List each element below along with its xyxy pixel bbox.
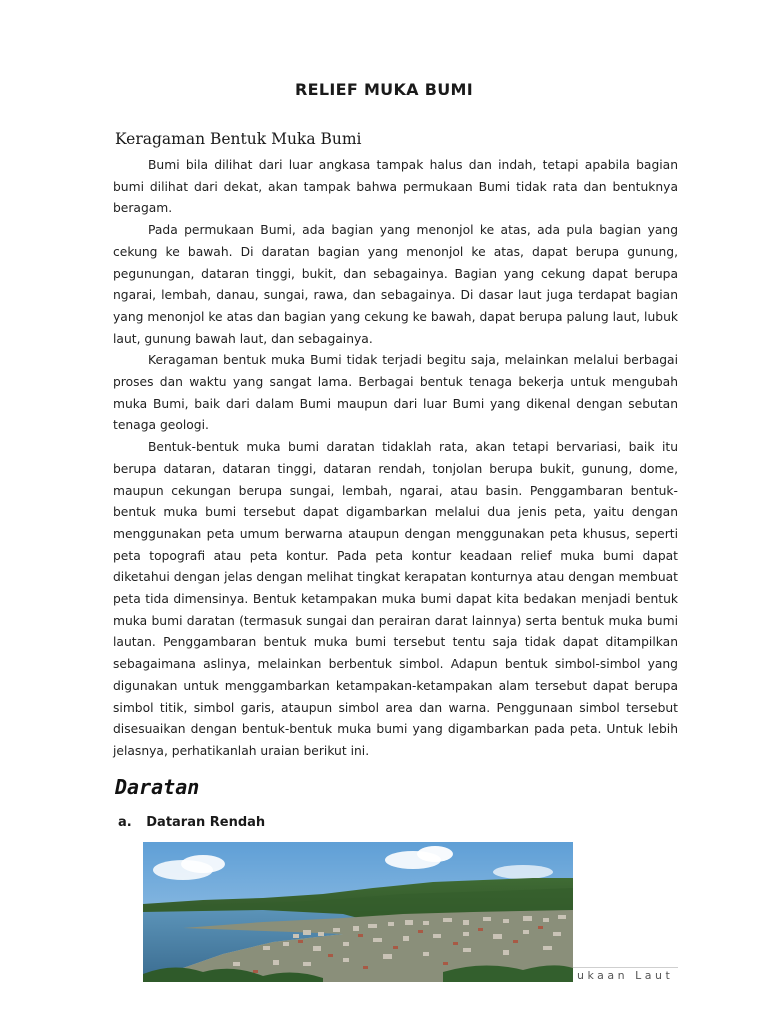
- paragraph: Pada permukaan Bumi, ada bagian yang menonjol ke atas, ada pula bagian yang cekung ke bawah. Di daratan bagian yang menonjol ke atas, dapat berupa gunung, pegunungan, dataran tinggi, bukit, dan sebagainya. Bagian yang cekung dapat berupa ngarai, lembah, danau, sungai, rawa, dan sebagainya. Di dasar laut juga terdapat bagian yang menonjol ke atas dan bagian yang cekung ke bawah, dapat berupa palung laut, lubuk laut, gunung bawah laut, dan sebagainya.: [113, 223, 678, 346]
- paragraph: Bentuk-bentuk muka bumi daratan tidaklah rata, akan tetapi bervariasi, baik itu berupa dataran, dataran tinggi, dataran rendah, tonjolan berupa bukit, gunung, dome, maupun cekungan berupa sungai, lembah, ngarai, atau basin. Penggambaran bentuk-bentuk muka bumi tersebut dapat digambarkan melalui dua jenis peta, yaitu dengan menggunakan peta umum berwarna ataupun dengan menggunakan peta khusus, seperti peta topografi atau peta kontur. Pada peta kontur keadaan relief muka bumi dapat diketahui dengan jelas dengan melihat tingkat kerapatan konturnya atau dengan membuat peta tida dimensinya. Bentuk ketampakan muka bumi dapat kita bedakan menjadi bentuk muka bumi daratan (termasuk sungai dan perairan darat lainnya) serta bentuk muka bumi lautan. Penggambaran bentuk muka bumi tersebut tentu saja tidak dapat ditampilkan sebagaimana aslinya, melainkan berbentuk simbol. Adapun bentuk simbol-simbol yang digunakan untuk menggambarkan ketampakan-ketampakan alam tersebut dapat berupa simbol titik, simbol garis, ataupun simbol area dan warna. Penggunaan simbol tersebut disesuaikan dengan bentuk-bentuk muka bumi yang digambarkan pada peta. Untuk lebih jelasnya, perhatikanlah uraian berikut ini.: [113, 440, 678, 758]
- section-heading: Keragaman Bentuk Muka Bumi: [115, 130, 362, 148]
- footer-label: ukaan Laut: [577, 969, 674, 982]
- subsection-heading: [118, 815, 265, 830]
- lowland-photo-illustration: [143, 842, 573, 982]
- subsection-label: Dataran Rendah: [146, 815, 266, 830]
- footer-divider: [573, 967, 678, 968]
- lowland-photo: [143, 842, 573, 982]
- body-text: [113, 155, 678, 763]
- paragraph: Bumi bila dilihat dari luar angkasa tampak halus dan indah, tetapi apabila bagian bumi dilihat dari dekat, akan tampak bahwa permukaan Bumi tidak rata dan bentuknya beragam.: [113, 158, 678, 216]
- page-title: RELIEF MUKA BUMI: [295, 80, 473, 99]
- paragraph: Keragaman bentuk muka Bumi tidak terjadi begitu saja, melainkan melalui berbagai proses dan waktu yang sangat lama. Berbagai bentuk tenaga bekerja untuk mengubah muka Bumi, baik dari dalam Bumi maupun dari luar Bumi yang dikenal dengan sebutan tenaga geologi.: [113, 353, 678, 433]
- daratan-heading: Daratan: [115, 775, 200, 799]
- subsection-marker: a.: [118, 815, 132, 830]
